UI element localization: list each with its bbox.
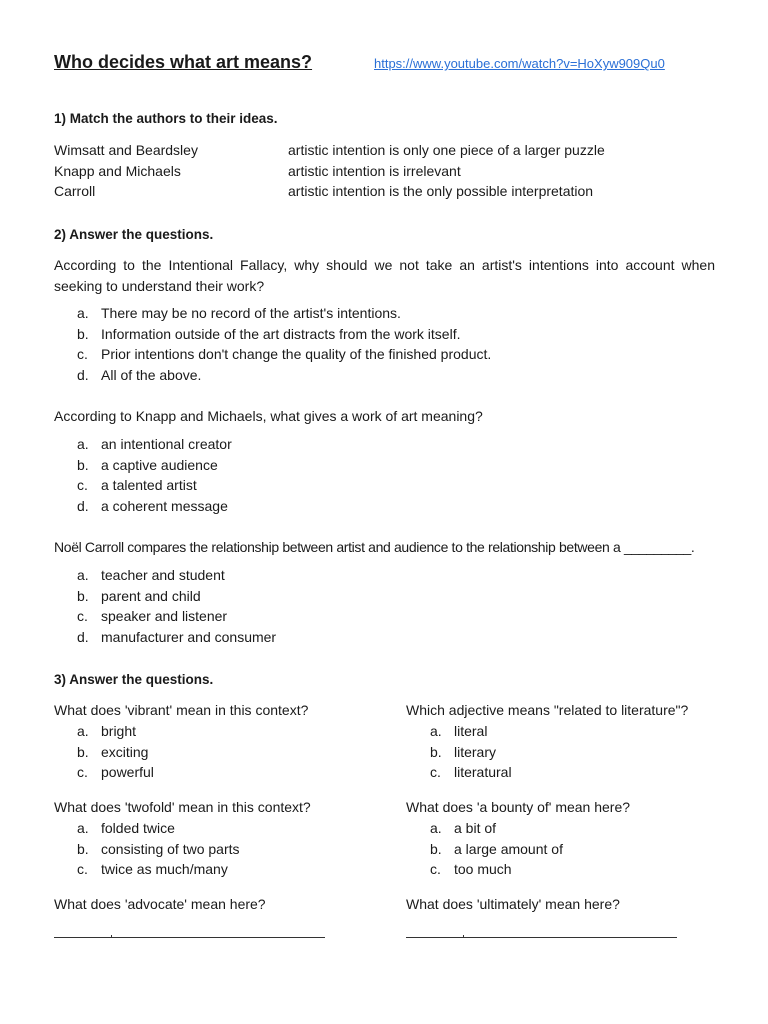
- option-text: a captive audience: [101, 456, 218, 473]
- answer-option[interactable]: [77, 455, 232, 476]
- option-letter: c.: [77, 764, 88, 780]
- question-literature-adjective: Which adjective means "related to literature"?: [406, 702, 689, 718]
- question-carroll: Noël Carroll compares the relationship between artist and audience to the relationship between a _________.: [54, 539, 695, 555]
- answer-option[interactable]: [77, 324, 491, 345]
- option-text: a talented artist: [101, 477, 197, 493]
- option-letter: a.: [77, 305, 89, 321]
- question-vibrant: What does 'vibrant' mean in this context?: [54, 702, 309, 718]
- video-link[interactable]: https://www.youtube.com/watch?v=HoXyw909Qu0: [374, 56, 665, 71]
- question-ultimately: What does 'ultimately' mean here?: [406, 896, 620, 912]
- answer-option[interactable]: [77, 606, 276, 627]
- option-text: a large amount of: [454, 840, 563, 857]
- answer-option[interactable]: [430, 721, 512, 742]
- answer-option[interactable]: [77, 839, 240, 860]
- option-text: twice as much/many: [101, 861, 228, 877]
- option-letter: d.: [77, 497, 89, 514]
- option-text: Prior intentions don't change the quality of the finished product.: [101, 346, 492, 362]
- question-knapp-michaels: According to Knapp and Michaels, what gives a work of art meaning?: [54, 408, 483, 424]
- option-letter: a.: [77, 436, 89, 452]
- option-letter: c.: [430, 764, 441, 780]
- author-idea: artistic intention is only one piece of a larger puzzle: [288, 142, 605, 158]
- option-letter: a.: [430, 820, 442, 836]
- blank-tick: [111, 935, 112, 938]
- author-name: Knapp and Michaels: [54, 162, 181, 179]
- answer-option[interactable]: [77, 365, 491, 386]
- option-text: Information outside of the art distracts from the work itself.: [101, 325, 461, 342]
- author-idea: artistic intention is irrelevant: [288, 162, 461, 179]
- option-text: bright: [101, 723, 137, 739]
- match-row: [54, 161, 714, 182]
- options-intentional-fallacy: [77, 303, 491, 385]
- option-text: too much: [454, 861, 512, 877]
- answer-blank-advocate[interactable]: [54, 937, 325, 938]
- answer-option[interactable]: [77, 475, 232, 496]
- options-bounty: [430, 818, 563, 880]
- options-carroll: [77, 565, 276, 647]
- answer-option[interactable]: [77, 762, 154, 783]
- author-idea: artistic intention is the only possible interpretation: [288, 183, 594, 199]
- author-name: Carroll: [54, 183, 96, 199]
- option-text: a bit of: [454, 820, 497, 836]
- match-table: [54, 140, 714, 202]
- question-twofold: What does 'twofold' mean in this context?: [54, 799, 311, 815]
- option-text: teacher and student: [101, 567, 225, 583]
- answer-option[interactable]: [77, 496, 232, 517]
- author-name: Wimsatt and Beardsley: [54, 142, 198, 158]
- answer-blank-ultimately[interactable]: [406, 937, 677, 938]
- option-letter: c.: [77, 608, 88, 624]
- option-letter: c.: [430, 861, 441, 877]
- page-title: Who decides what art means?: [54, 52, 313, 72]
- option-letter: b.: [77, 456, 89, 473]
- option-text: literary: [454, 743, 497, 760]
- answer-option[interactable]: [430, 818, 563, 839]
- option-text: There may be no record of the artist's intentions.: [101, 305, 401, 321]
- question-advocate: What does 'advocate' mean here?: [54, 896, 266, 912]
- answer-option[interactable]: [77, 859, 240, 880]
- option-letter: a.: [430, 723, 442, 739]
- answer-option[interactable]: [77, 818, 240, 839]
- option-letter: b.: [77, 325, 89, 342]
- option-text: speaker and listener: [101, 608, 228, 624]
- title-row: [54, 52, 734, 76]
- option-text: powerful: [101, 764, 154, 780]
- option-letter: b.: [77, 587, 89, 604]
- option-letter: c.: [77, 477, 88, 493]
- option-text: consisting of two parts: [101, 840, 240, 857]
- options-literature-adjective: [430, 721, 512, 783]
- answer-option[interactable]: [77, 434, 232, 455]
- options-twofold: [77, 818, 240, 880]
- answer-option[interactable]: [77, 303, 491, 324]
- option-text: parent and child: [101, 587, 201, 604]
- answer-option[interactable]: [77, 565, 276, 586]
- section3-heading: 3) Answer the questions.: [54, 672, 214, 687]
- option-text: an intentional creator: [101, 436, 232, 452]
- options-knapp-michaels: [77, 434, 232, 516]
- answer-option[interactable]: [430, 742, 512, 763]
- answer-option[interactable]: [77, 627, 276, 648]
- section1-heading: 1) Match the authors to their ideas.: [54, 111, 278, 126]
- question-intentional-fallacy: According to the Intentional Fallacy, why should we not take an artist's intentions into account when seeking to understand their work?: [54, 257, 715, 294]
- option-text: literatural: [454, 764, 512, 780]
- option-text: a coherent message: [101, 497, 228, 514]
- option-letter: a.: [77, 567, 89, 583]
- answer-option[interactable]: [430, 762, 512, 783]
- option-letter: b.: [430, 840, 442, 857]
- answer-option[interactable]: [77, 344, 491, 365]
- option-text: exciting: [101, 743, 149, 760]
- option-letter: b.: [77, 840, 89, 857]
- blank-tick: [463, 935, 464, 938]
- option-letter: a.: [77, 820, 89, 836]
- answer-option[interactable]: [77, 742, 154, 763]
- question-bounty: What does 'a bounty of' mean here?: [406, 799, 631, 815]
- option-text: All of the above.: [101, 366, 202, 383]
- option-letter: c.: [77, 861, 88, 877]
- option-text: folded twice: [101, 820, 175, 836]
- option-letter: a.: [77, 723, 89, 739]
- answer-option[interactable]: [77, 586, 276, 607]
- option-letter: b.: [430, 743, 442, 760]
- answer-option[interactable]: [77, 721, 154, 742]
- answer-option[interactable]: [430, 859, 563, 880]
- match-row: [54, 140, 714, 161]
- match-row: [54, 181, 714, 202]
- answer-option[interactable]: [430, 839, 563, 860]
- option-letter: d.: [77, 628, 89, 645]
- option-letter: b.: [77, 743, 89, 760]
- options-vibrant: [77, 721, 154, 783]
- option-text: literal: [454, 723, 488, 739]
- option-letter: d.: [77, 366, 89, 383]
- option-letter: c.: [77, 346, 88, 362]
- section2-heading: 2) Answer the questions.: [54, 227, 214, 242]
- option-text: manufacturer and consumer: [101, 628, 277, 645]
